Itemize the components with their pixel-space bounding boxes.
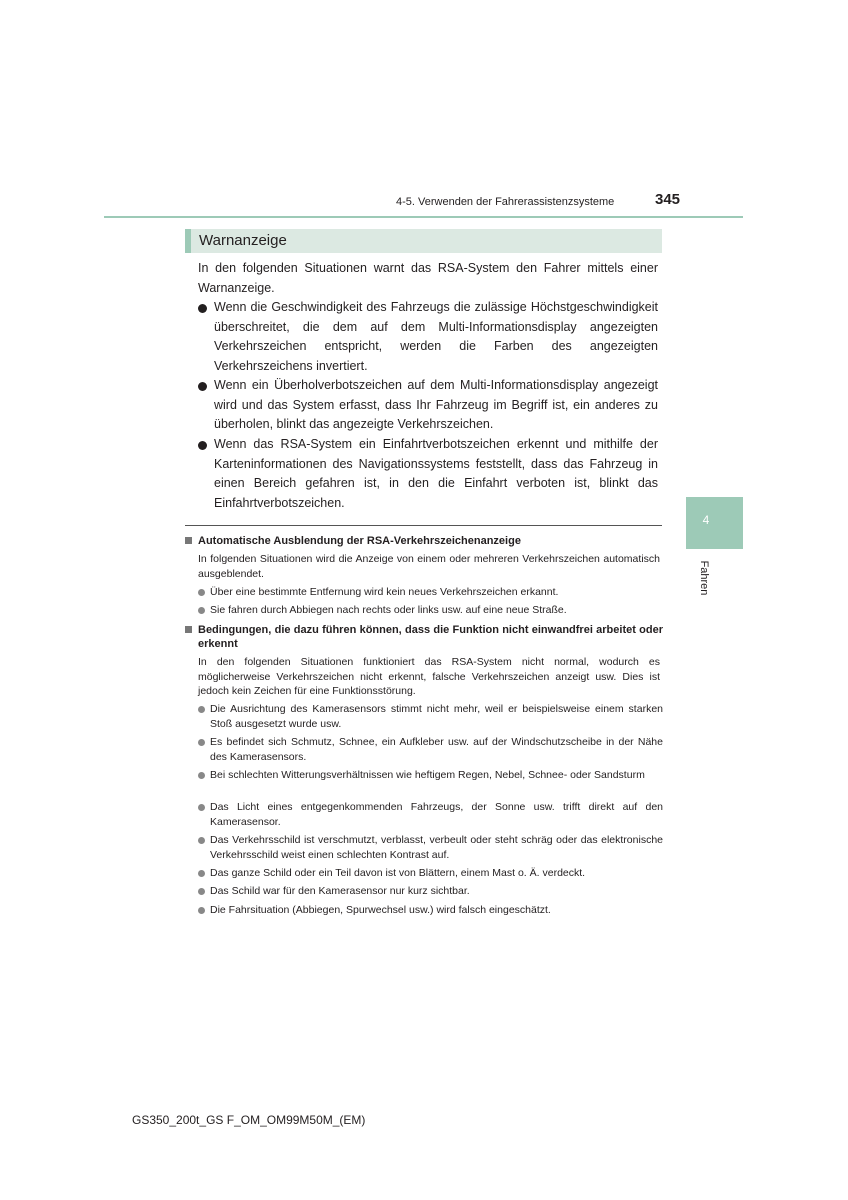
list-item-text: Es befindet sich Schmutz, Schnee, ein Aufkleber usw. auf der Windschutzscheibe in der Nähe des Kamerasensors. bbox=[210, 736, 663, 763]
subsection-heading bbox=[185, 623, 663, 651]
list-item-text: Das Schild war für den Kamerasensor nur kurz sichtbar. bbox=[210, 885, 470, 897]
bullet-icon bbox=[198, 589, 205, 596]
bullet-icon bbox=[198, 739, 205, 746]
square-bullet-icon bbox=[185, 626, 192, 633]
list-item-text: Wenn das RSA-System ein Einfahrtverbotszeichen erkennt und mithilfe der Karteninformationen des Navigationssystems feststellt, dass das Fahrzeug in einen Bereich gefahren ist, in den die Einfahrt verboten ist, blinkt das Einfahrtverbotszeichen. bbox=[214, 437, 658, 510]
list-item bbox=[198, 903, 663, 918]
list-item-text: Das Verkehrsschild ist verschmutzt, verblasst, verbeult oder steht schräg oder das elektronische Verkehrsschild weist einen schlechten Kontrast auf. bbox=[210, 834, 663, 861]
list-item bbox=[198, 833, 663, 862]
bullet-icon bbox=[198, 888, 205, 895]
square-bullet-icon bbox=[185, 537, 192, 544]
list-item bbox=[198, 866, 663, 881]
bullet-icon bbox=[198, 772, 205, 779]
list-item-text: Wenn ein Überholverbotszeichen auf dem Multi-Informationsdisplay angezeigt wird und das System erfasst, dass Ihr Fahrzeug im Begriff ist, ein anderes zu überholen, blinkt das angezeigte Verkehrszeichen. bbox=[214, 378, 658, 431]
bedingungen-intro: In den folgenden Situationen funktioniert das RSA-System nicht normal, wodurch es möglicherweise Verkehrszeichen nicht erkennt, falsche Verkehrszeichen anzeigt usw. Dies ist jedoch kein Zeichen für eine Funktionsstörung. bbox=[198, 656, 660, 697]
section-divider bbox=[185, 525, 662, 526]
list-item-text: Das ganze Schild oder ein Teil davon ist von Blättern, einem Mast o. Ä. verdeckt. bbox=[210, 867, 586, 879]
list-item bbox=[198, 435, 658, 513]
list-item bbox=[198, 376, 658, 435]
bullet-icon bbox=[198, 870, 205, 877]
page-number: 345 bbox=[655, 191, 681, 208]
list-item bbox=[198, 768, 663, 783]
list-item-text: Das Licht eines entgegenkommenden Fahrzeugs, der Sonne usw. trifft direkt auf den Kamerasensor. bbox=[210, 801, 663, 828]
list-item-text: Sie fahren durch Abbiegen nach rechts oder links usw. auf eine neue Straße. bbox=[210, 604, 567, 616]
list-item-text: Die Ausrichtung des Kamerasensors stimmt nicht mehr, weil er beispielsweise einem starken Stoß ausgesetzt wurde usw. bbox=[210, 703, 663, 730]
bullet-icon bbox=[198, 441, 207, 450]
ausblendung-intro: In folgenden Situationen wird die Anzeige von einem oder mehreren Verkehrszeichen automatisch ausgeblendet. bbox=[198, 553, 660, 580]
bullet-icon bbox=[198, 804, 205, 811]
bullet-icon bbox=[198, 382, 207, 391]
list-item-text: Die Fahrsituation (Abbiegen, Spurwechsel usw.) wird falsch eingeschätzt. bbox=[210, 904, 551, 916]
subsection-heading bbox=[185, 534, 663, 548]
section-title-box bbox=[185, 229, 662, 253]
bullet-icon bbox=[198, 907, 205, 914]
bullet-icon bbox=[198, 837, 205, 844]
list-item bbox=[198, 800, 663, 829]
section-title: Warnanzeige bbox=[199, 232, 287, 249]
header-rule bbox=[104, 216, 743, 218]
bullet-icon bbox=[198, 304, 207, 313]
document-code: GS350_200t_GS F_OM_OM99M50M_(EM) bbox=[132, 1113, 366, 1127]
list-item bbox=[198, 702, 663, 731]
list-item-text: Über eine bestimmte Entfernung wird kein neues Verkehrszeichen erkannt. bbox=[210, 586, 559, 598]
list-item bbox=[198, 735, 663, 764]
bullet-icon bbox=[198, 706, 205, 713]
list-item-text: Wenn die Geschwindigkeit des Fahrzeugs die zulässige Höchstgeschwindigkeit überschreitet, die dem auf dem Multi-Informationsdisplay angezeigten Verkehrszeichen entspricht, werden die Farben des angezeigten Verkehrszeichens invertiert. bbox=[214, 300, 658, 373]
running-header-section: 4-5. Verwenden der Fahrerassistenzsysteme bbox=[396, 196, 615, 208]
subsection-heading-text: Automatische Ausblendung der RSA-Verkehrszeichenanzeige bbox=[198, 535, 521, 547]
list-item-text: Bei schlechten Witterungsverhältnissen wie heftigem Regen, Nebel, Schnee- oder Sandsturm bbox=[210, 769, 645, 781]
chapter-tab bbox=[686, 497, 743, 549]
chapter-label: Fahren bbox=[698, 560, 710, 596]
subsection-heading-text: Bedingungen, die dazu führen können, dass die Funktion nicht einwandfrei arbeitet oder erkennt bbox=[198, 624, 663, 650]
bullet-icon bbox=[198, 607, 205, 614]
chapter-number: 4 bbox=[702, 513, 710, 527]
list-item bbox=[198, 585, 663, 600]
list-item bbox=[198, 884, 663, 899]
list-item bbox=[198, 298, 658, 376]
warnanzeige-intro: In den folgenden Situationen warnt das RSA-System den Fahrer mittels einer Warnanzeige. bbox=[198, 261, 658, 295]
list-item bbox=[198, 603, 663, 618]
